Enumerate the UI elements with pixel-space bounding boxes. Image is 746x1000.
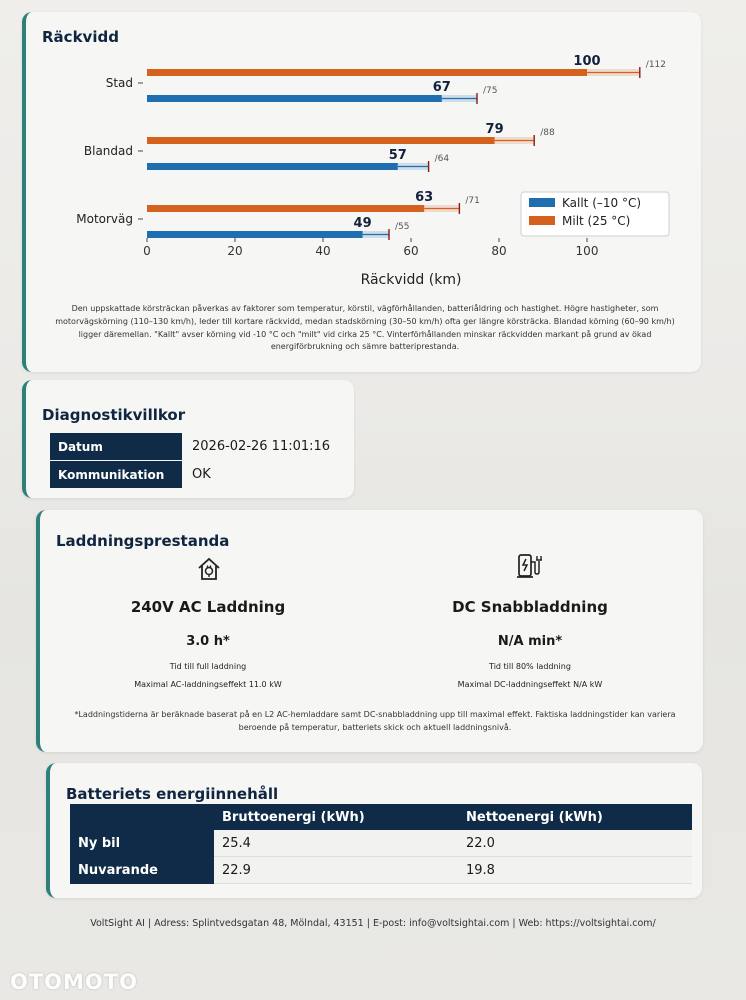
diagnostics-key: Datum	[50, 433, 182, 460]
data-label: 49	[353, 216, 372, 231]
range-card	[22, 12, 701, 372]
watermark-logo: OTOMOTO	[10, 970, 138, 994]
battery-table	[70, 804, 692, 884]
data-label: 57	[388, 148, 407, 163]
home-charger-icon	[196, 556, 222, 582]
diagnostics-value: OK	[192, 467, 211, 482]
max-label: /75	[483, 86, 498, 96]
max-label: /55	[395, 222, 410, 232]
battery-title: Batteriets energiinnehåll	[66, 785, 279, 803]
range-title: Räckvidd	[42, 28, 119, 46]
bar	[147, 137, 495, 144]
bar	[147, 231, 363, 238]
x-tick-label: 60	[403, 244, 419, 258]
bar	[147, 95, 442, 102]
max-label: /64	[434, 154, 450, 164]
battery-column-header: Nettoenergi (kWh)	[458, 804, 692, 830]
battery-card	[46, 763, 702, 898]
x-tick-label: 20	[227, 244, 243, 258]
legend-swatch	[529, 216, 555, 225]
data-label: 79	[485, 122, 504, 137]
dc-subtitle: Tid till 80% laddning	[489, 662, 571, 671]
bar	[147, 69, 587, 76]
battery-corner	[70, 804, 214, 830]
charging-note-line: *Laddningstiderna är beräknade baserat på en L2 AC-hemladdare samt DC-snabbladdning upp till maximal effekt. Faktiska laddningstider kan variera	[74, 710, 676, 719]
ac-title: 240V AC Laddning	[130, 598, 286, 616]
battery-cell: 22.0	[458, 830, 692, 857]
battery-header-row	[70, 804, 692, 830]
x-axis-label: Räckvidd (km)	[360, 272, 462, 288]
category-label: Blandad	[83, 144, 133, 158]
diagnostics-key: Kommunikation	[50, 461, 182, 488]
footer: VoltSight AI | Adress: Splintvedsgatan 48, Mölndal, 43151 | E-post: info@voltsightai.com | Web: https://voltsightai.com/	[90, 918, 656, 929]
dc-charging	[380, 598, 680, 689]
diagnostics-row-communication	[50, 461, 211, 488]
data-label: 100	[573, 54, 601, 69]
diagnostics-card	[22, 380, 354, 498]
dc-value: N/A min*	[497, 634, 563, 649]
range-note-line: ligger däremellan. "Kallt" avser körning vid -10 °C och "milt" vid cirka 25 °C. Vinterförhållanden minskar räckvidden markant på grund av ökad	[78, 329, 652, 339]
charging-card	[36, 510, 703, 752]
range-chart	[26, 12, 701, 312]
battery-row-label: Ny bil	[70, 830, 214, 857]
bar	[147, 205, 424, 212]
range-note	[40, 303, 690, 354]
bar	[147, 163, 398, 170]
ac-value: 3.0 h*	[186, 634, 230, 649]
range-note-line: motorvägskörning (110–130 km/h), leder till kortare räckvidd, medan stadskörning (30–50 km/h) ofta ger längre körsträcka. Blandad körning (60–90 km/h)	[55, 316, 675, 326]
max-label: /88	[540, 128, 555, 138]
max-label: /112	[645, 60, 667, 70]
diagnostics-title: Diagnostikvillkor	[42, 406, 186, 424]
data-label: 67	[432, 80, 451, 95]
charging-note-line: beroende på temperatur, batteriets skick och aktuell laddningsnivå.	[238, 722, 512, 732]
table-row	[70, 830, 692, 857]
dc-detail: Maximal DC-laddningseffekt N/A kW	[457, 680, 603, 689]
battery-cell: 22.9	[214, 857, 458, 884]
ac-charging	[58, 598, 358, 689]
legend-label: Milt (25 °C)	[562, 214, 631, 228]
fast-charger-icon	[516, 552, 542, 580]
charging-note	[60, 709, 690, 735]
x-tick-label: 80	[491, 244, 507, 258]
ac-detail: Maximal AC-laddningseffekt 11.0 kW	[134, 680, 282, 689]
diagnostics-row-date	[50, 433, 330, 460]
data-label: 63	[415, 190, 434, 205]
x-tick-label: 100	[575, 244, 599, 258]
legend-swatch	[529, 198, 555, 207]
diagnostics-value: 2026-02-26 11:01:16	[192, 439, 331, 454]
charging-title: Laddningsprestanda	[56, 532, 230, 550]
ac-subtitle: Tid till full laddning	[169, 662, 247, 671]
battery-cell: 19.8	[458, 857, 692, 884]
dc-title: DC Snabbladdning	[452, 598, 608, 616]
category-label: Stad	[105, 76, 133, 90]
battery-row-label: Nuvarande	[70, 857, 214, 884]
x-tick-label: 40	[315, 244, 331, 258]
x-tick-label: 0	[143, 244, 151, 258]
range-note-line: Den uppskattade körsträckan påverkas av faktorer som temperatur, körstil, vägförhållanden, batteriåldring och hastighet. Högre hastigheter, som	[71, 304, 659, 313]
range-note-line: energiförbrukning och sämre batteriprestanda.	[270, 342, 460, 352]
category-label: Motorväg	[76, 212, 133, 226]
battery-cell: 25.4	[214, 830, 458, 857]
legend-label: Kallt (–10 °C)	[562, 196, 642, 210]
max-label: /71	[465, 196, 480, 206]
table-row	[70, 857, 692, 884]
battery-column-header: Bruttoenergi (kWh)	[214, 804, 458, 830]
